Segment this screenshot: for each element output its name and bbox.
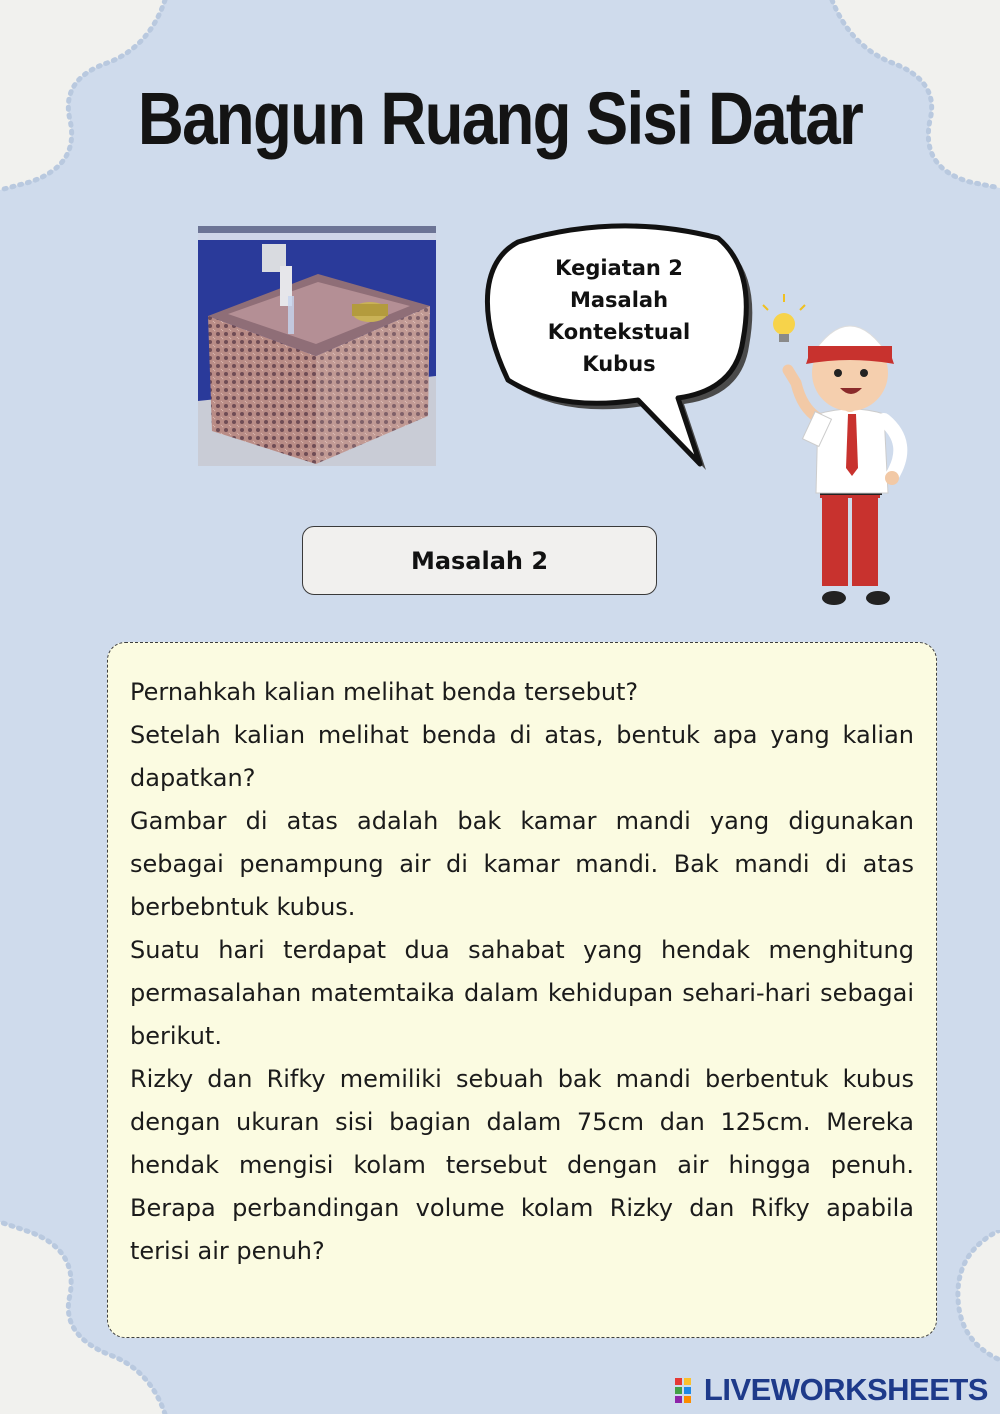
liveworksheets-logo-icon (674, 1376, 702, 1404)
speech-bubble-text (505, 252, 733, 380)
problem-label-box: Masalah 2 (302, 526, 657, 595)
student-character (762, 288, 932, 618)
speech-line: Kegiatan 2 (555, 256, 683, 280)
problem-paragraph: Gambar di atas adalah bak kamar mandi yang digunakan sebagai penampung air di kamar mandi. Bak mandi di atas berbebntuk kubus. (130, 807, 914, 921)
problem-paragraph: Suatu hari terdapat dua sahabat yang hendak menghitung permasalahan matemtaika dalam kehidupan sehari-hari sebagai berikut. (130, 936, 914, 1050)
lightbulb-icon (763, 294, 805, 342)
bathtub-cube-image (198, 226, 436, 466)
liveworksheets-logo[interactable] (674, 1372, 988, 1408)
problem-paragraph: Setelah kalian melihat benda di atas, bentuk apa yang kalian dapatkan? (130, 721, 914, 792)
problem-content-box (107, 642, 937, 1338)
speech-line: Kontekstual (547, 320, 691, 344)
liveworksheets-brand-text: LIVEWORKSHEETS (703, 1372, 988, 1407)
page-title: Bangun Ruang Sisi Datar (137, 77, 863, 160)
problem-paragraph: Rizky dan Rifky memiliki sebuah bak mandi berbentuk kubus dengan ukuran sisi bagian dalam 75cm dan 125cm. Mereka hendak mengisi kolam tersebut dengan air hingga penuh. Berapa perbandingan volume kolam Rizky dan Rifky apabila terisi air penuh? (130, 1065, 914, 1265)
problem-paragraph: Pernahkah kalian melihat benda tersebut? (130, 678, 639, 706)
speech-line: Masalah (569, 288, 669, 312)
speech-line: Kubus (582, 352, 656, 376)
